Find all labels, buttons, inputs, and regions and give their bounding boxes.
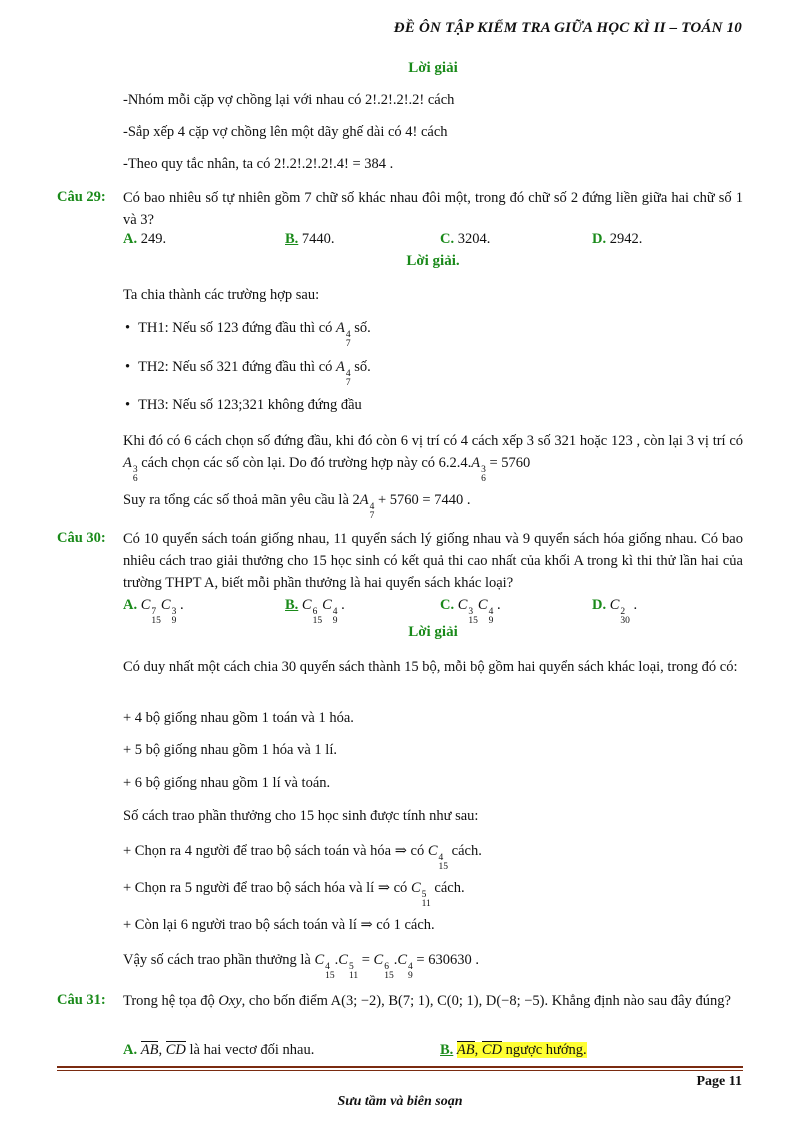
- solution-heading: Lời giải: [408, 624, 458, 640]
- q29-case-3-detail: Khi đó có 6 cách chọn số đứng đầu, khi đó còn 6 vị trí có 4 cách xếp 3 số 321 hoặc 123 , còn lại 3 vị trí có A 3 6 cách chọn các số còn lại. Do đó trường hợp này có 6.2.4.A 3 6 = 5760: [123, 433, 743, 484]
- q30-option-a[interactable]: A. C 7 15 C 3 9 .: [123, 597, 184, 626]
- q29-sol-intro: Ta chia thành các trường hợp sau:: [123, 287, 320, 303]
- q30-set-3: + 6 bộ giống nhau gồm 1 lí và toán.: [123, 775, 331, 791]
- q29-option-a[interactable]: [123, 231, 166, 248]
- q29-option-d[interactable]: [592, 231, 642, 248]
- q31-option-b[interactable]: B. AB, CD ngược hướng.: [440, 1042, 587, 1058]
- footer-divider: [57, 1066, 743, 1068]
- q29-case-2: • TH2: Nếu số 321 đứng đầu thì có A 4 7 số.: [125, 359, 371, 388]
- q29-option-b-key: B.: [285, 231, 299, 247]
- q29-option-d-key: D.: [592, 231, 607, 247]
- q30-result: Vậy số cách trao phần thưởng là C 4 15 .C 5 11 = C 6 15 .C 4 9 = 630630 .: [123, 952, 479, 981]
- q30-sol-intro: Có duy nhất một cách chia 30 quyển sách thành 15 bộ, mỗi bộ gồm hai quyển sách khác loại, trong đó có:: [123, 659, 738, 675]
- footer-divider-thin: [57, 1070, 743, 1071]
- question-29-label: Câu 29:: [57, 189, 106, 205]
- q30-option-c[interactable]: C. C 3 15 C 4 9 .: [440, 597, 501, 626]
- q30-set-1: + 4 bộ giống nhau gồm 1 toán và 1 hóa.: [123, 710, 354, 726]
- q29-option-b-text: 7440.: [301, 231, 335, 247]
- q30-option-d[interactable]: D. C 2 30 .: [592, 597, 638, 626]
- q30-count-intro: Số cách trao phần thưởng cho 15 học sinh được tính như sau:: [123, 808, 479, 824]
- q29-total: Suy ra tổng các số thoả mãn yêu cầu là 2A 4 7 + 5760 = 7440 .: [123, 492, 471, 521]
- question-31-text: Trong hệ tọa độ Oxy, cho bốn điểm A(3; −2), B(7; 1), C(0; 1), D(−8; −5). Khẳng định nào sau đây đúng?: [123, 993, 731, 1009]
- q29-option-a-key: A.: [123, 231, 138, 247]
- q29-option-c-text: 3204.: [457, 231, 491, 247]
- solution-heading: Lời giải.: [406, 253, 460, 269]
- question-31-label: Câu 31:: [57, 992, 106, 1008]
- q30-choice-3: + Còn lại 6 người trao bộ sách toán và lí ⇒ có 1 cách.: [123, 917, 435, 933]
- q29-option-c-key: C.: [440, 231, 455, 247]
- solution-heading: Lời giải: [408, 60, 458, 76]
- q29-option-d-text: 2942.: [609, 231, 643, 247]
- intro-line-3: -Theo quy tắc nhân, ta có 2!.2!.2!.2!.4! = 384 .: [123, 156, 394, 172]
- q31-option-b-highlight: AB, CD ngược hướng.: [456, 1042, 587, 1058]
- question-30-label: Câu 30:: [57, 530, 106, 546]
- question-29-text: Có bao nhiêu số tự nhiên gồm 7 chữ số khác nhau đôi một, trong đó chữ số 2 đứng liền giữa hai chữ số 1 và 3?: [123, 190, 743, 228]
- footer-credit: Sưu tầm và biên soạn: [337, 1094, 463, 1109]
- intro-line-1: -Nhóm mỗi cặp vợ chồng lại với nhau có 2!.2!.2!.2! cách: [123, 92, 455, 108]
- question-30-text: Có 10 quyển sách toán giống nhau, 11 quyển sách lý giống nhau và 9 quyển sách hóa giống nhau. Có bao nhiêu cách trao giải thưởng cho 15 học sinh có kết quả thi cao nhất của khối A trong kì thi thử lần hai của trường THPT A, biết mỗi phần thưởng là hai quyển sách khác loại?: [123, 531, 743, 591]
- q30-choice-1: + Chọn ra 4 người để trao bộ sách toán và hóa ⇒ có C 4 15 cách.: [123, 843, 482, 872]
- q30-option-b[interactable]: B. C 6 15 C 4 9 .: [285, 597, 345, 626]
- q29-option-a-text: 249.: [140, 231, 167, 247]
- q31-option-a[interactable]: A. AB, CD là hai vectơ đối nhau.: [123, 1042, 315, 1058]
- q30-choice-2: + Chọn ra 5 người để trao bộ sách hóa và lí ⇒ có C 5 11 cách.: [123, 880, 465, 909]
- q29-option-c[interactable]: [440, 231, 490, 248]
- q29-case-1: • TH1: Nếu số 123 đứng đầu thì có A 4 7 số.: [125, 320, 371, 349]
- q29-case-3: • TH3: Nếu số 123;321 không đứng đầu: [125, 397, 362, 414]
- page-number: Page 11: [696, 1074, 742, 1089]
- intro-line-2: -Sắp xếp 4 cặp vợ chồng lên một dãy ghế dài có 4! cách: [123, 124, 448, 140]
- q30-set-2: + 5 bộ giống nhau gồm 1 hóa và 1 lí.: [123, 742, 337, 758]
- page-header-title: ĐỀ ÔN TẬP KIỂM TRA GIỮA HỌC KÌ II – TOÁN 10: [393, 20, 742, 36]
- q29-option-b[interactable]: [285, 231, 335, 248]
